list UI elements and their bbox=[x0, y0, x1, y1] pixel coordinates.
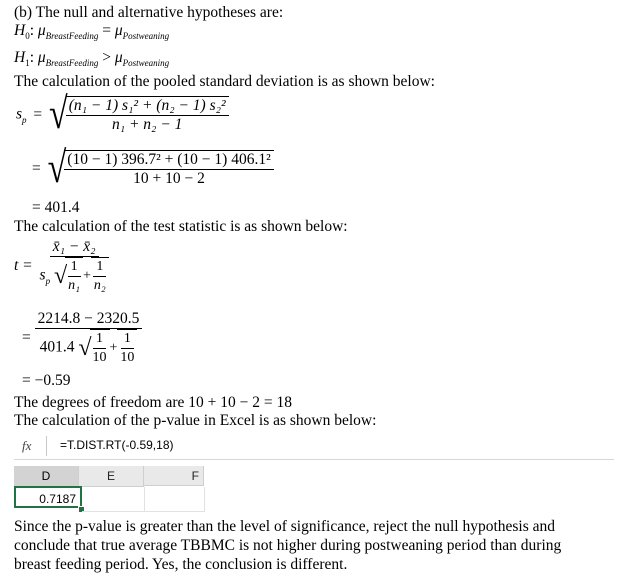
column-header-e[interactable]: E bbox=[79, 466, 144, 487]
conclusion-line-1: Since the p-value is greater than the level of significance, reject the null hypothesis and bbox=[14, 518, 556, 535]
excel-formula[interactable]: =T.DIST.RT(-0.59,18) bbox=[60, 438, 174, 452]
formula-bar-divider bbox=[46, 436, 47, 456]
pooled-sd-result: = 401.4 bbox=[32, 199, 80, 216]
alternative-hypothesis: $H_1$: $\mu_{BreastFeeding} > \mu_{Postweaning}$ bbox=[14, 49, 170, 68]
excel-formula-bar[interactable] bbox=[14, 433, 614, 460]
excel-grid bbox=[14, 466, 204, 512]
test-stat-result: = −0.59 bbox=[22, 372, 71, 389]
conclusion-line-2: conclude that true average TBBMC is not higher during postweaning period than during bbox=[14, 537, 562, 554]
test-stat-intro: The calculation of the test statistic is as shown below: bbox=[14, 218, 348, 235]
conclusion-line-3: breast feeding period. Yes, the conclusion is different. bbox=[14, 556, 348, 573]
null-hypothesis: $H_0$: $\mu_{BreastFeeding} = \mu_{Postweaning}$ bbox=[14, 22, 170, 41]
fx-icon: fx bbox=[22, 438, 32, 453]
part-b-heading: (b) The null and alternative hypotheses are: bbox=[14, 4, 284, 21]
pvalue-intro: The calculation of the p-value in Excel is as shown below: bbox=[14, 412, 377, 429]
column-header-d[interactable]: D bbox=[14, 466, 79, 488]
test-stat-substitution: = 2214.8 − 2320.5 401.4 √ $\frac{1}{10}$ + $\frac{1}{10}$ bbox=[22, 310, 142, 367]
pooled-sd-formula: $s_p$ = √ $\frac{\text{(n₁ − 1) s₁² + (n₂ − 1) s₂²}}{\text{n₁ + n₂ − 1}}$ bbox=[16, 96, 229, 134]
pooled-sd-intro: The calculation of the pooled standard deviation is as shown below: bbox=[14, 73, 435, 90]
degrees-of-freedom: The degrees of freedom are 10 + 10 − 2 = 18 bbox=[14, 394, 293, 411]
pooled-sd-substitution: = √ $\frac{\text{(10 − 1) 396.7² + (10 − 1) 406.1²}}{10 + 10 - 2}$ bbox=[32, 150, 274, 188]
cell-d-result[interactable]: 0.7187 bbox=[14, 486, 82, 508]
cell-e[interactable] bbox=[82, 487, 145, 512]
test-stat-formula: t = x̄₁ − x̄₂ $s_p$ √ $\frac{1}{\text{n₁}}$ + $\frac{1}{\text{n₂}}$ bbox=[14, 238, 112, 295]
cell-f[interactable] bbox=[145, 487, 205, 512]
column-header-f[interactable]: F bbox=[144, 466, 204, 486]
